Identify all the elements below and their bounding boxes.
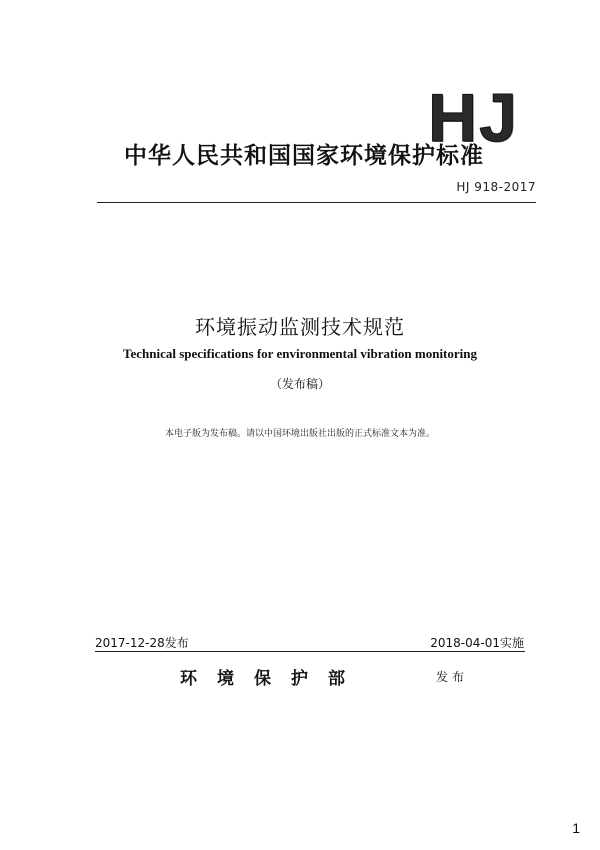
standard-number: HJ 918-2017 <box>456 180 536 194</box>
draft-label: （发布稿） <box>269 377 330 391</box>
national-standard-title: 中华人民共和国国家环境保护标准 <box>124 143 484 169</box>
header-divider <box>97 202 536 203</box>
hj-logo: HJ <box>428 80 519 156</box>
electronic-version-notice: 本电子版为发布稿。请以中国环境出版社出版的正式标准文本为准。 <box>164 429 435 439</box>
footer-divider <box>95 651 525 652</box>
issue-date: 2017-12-28发布 <box>95 636 189 650</box>
document-title-en: Technical specifications for environmental vibration monitoring <box>122 346 477 361</box>
document-title-cn: 环境振动监测技术规范 <box>195 315 405 339</box>
issuing-authority: 环境保护部 <box>180 669 365 689</box>
issuer-suffix: 发布 <box>436 670 469 684</box>
implementation-date: 2018-04-01实施 <box>430 636 524 650</box>
page-number: 1 <box>572 820 580 836</box>
